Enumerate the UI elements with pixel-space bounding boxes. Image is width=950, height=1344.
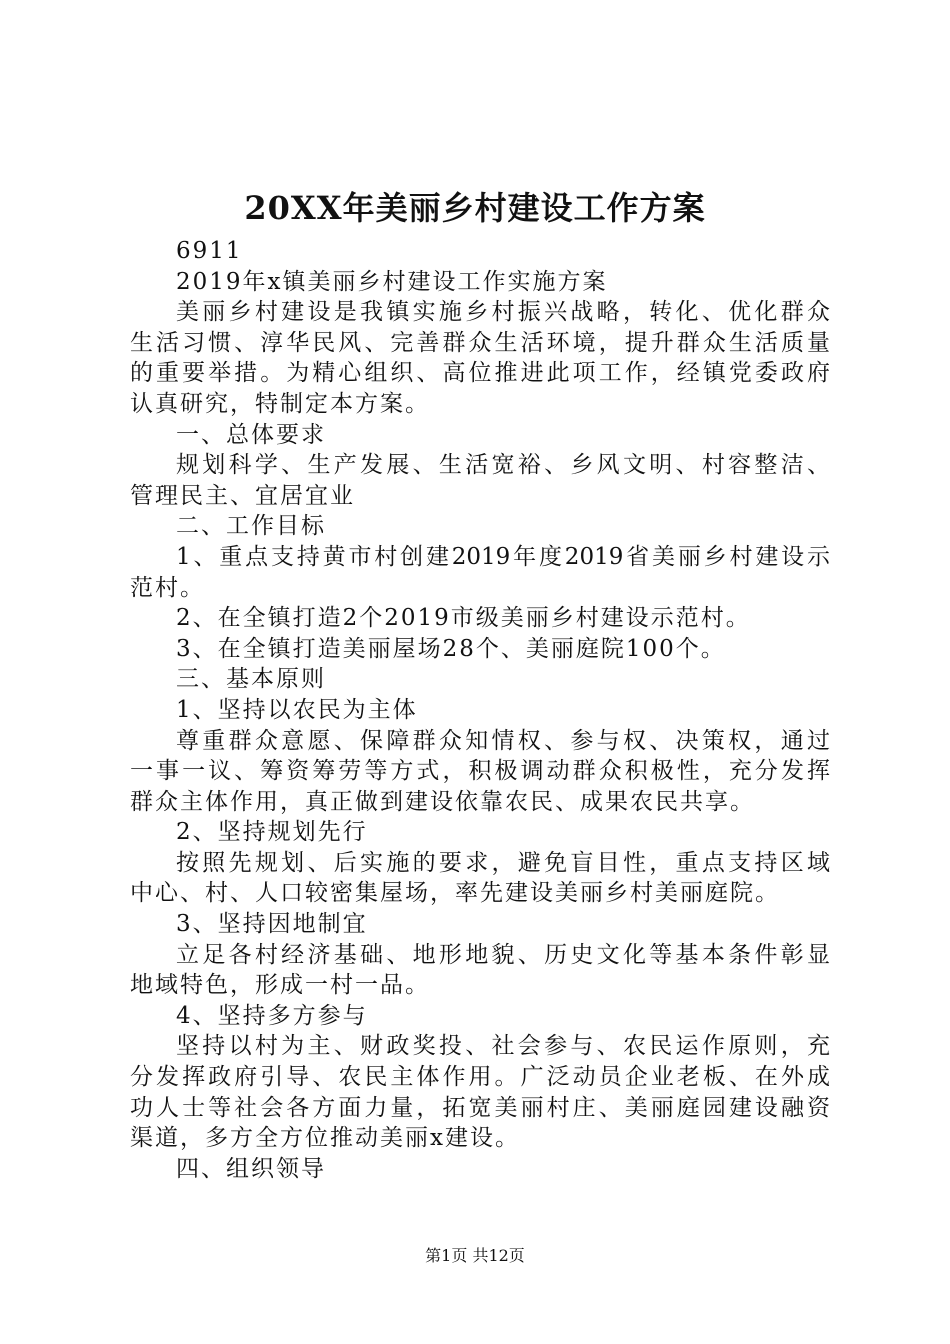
text-line: 坚持以村为主、财政奖投、社会参与、农民运作原则，充 bbox=[176, 1033, 830, 1060]
text-line: 管理民主、宜居宜业 bbox=[130, 482, 355, 509]
text-line: 尊重群众意愿、保障群众知情权、参与权、决策权，通过 bbox=[176, 727, 830, 754]
text-line: 按照先规划、后实施的要求，避免盲目性，重点支持区域 bbox=[176, 849, 830, 876]
text-line: 生活习惯、淳华民风、完善群众生活环境，提升群众生活质量 bbox=[130, 329, 830, 356]
section-heading: 三、基本原则 bbox=[176, 666, 326, 693]
document-body bbox=[130, 236, 830, 1184]
text-line: 美丽乡村建设是我镇实施乡村振兴战略，转化、优化群众 bbox=[176, 299, 830, 326]
section-heading: 一、总体要求 bbox=[176, 421, 326, 448]
subsection-heading: 4、坚持多方参与 bbox=[176, 1002, 368, 1029]
text-line: 的重要举措。为精心组织、高位推进此项工作，经镇党委政府 bbox=[130, 360, 830, 387]
section-heading: 二、工作目标 bbox=[176, 513, 326, 540]
page-number-footer: 第1页 共12页 bbox=[425, 1246, 525, 1265]
text-line: 中心、村、人口较密集屋场，率先建设美丽乡村美丽庭院。 bbox=[130, 880, 780, 907]
text-line: 1、重点支持黄市村创建2019年度2019省美丽乡村建设示 bbox=[176, 543, 830, 570]
text-line: 功人士等社会各方面力量，拓宽美丽村庄、美丽庭园建设融资 bbox=[130, 1094, 830, 1121]
text-line: 群众主体作用，真正做到建设依靠农民、成果农民共享。 bbox=[130, 788, 755, 815]
text-line: 6911 bbox=[176, 238, 243, 264]
document-title: 20XX年美丽乡村建设工作方案 bbox=[244, 189, 706, 227]
text-line: 3、在全镇打造美丽屋场28个、美丽庭院100个。 bbox=[176, 635, 726, 662]
subsection-heading: 1、坚持以农民为主体 bbox=[176, 696, 418, 723]
text-line: 2、在全镇打造2个2019市级美丽乡村建设示范村。 bbox=[176, 605, 751, 632]
text-line: 范村。 bbox=[130, 574, 205, 601]
section-heading: 四、组织领导 bbox=[176, 1155, 326, 1182]
text-line: 2019年x镇美丽乡村建设工作实施方案 bbox=[176, 268, 608, 295]
text-line: 立足各村经济基础、地形地貌、历史文化等基本条件彰显 bbox=[176, 941, 830, 968]
text-line: 渠道，多方全方位推动美丽x建设。 bbox=[130, 1125, 520, 1152]
text-line: 规划科学、生产发展、生活宽裕、乡风文明、村容整洁、 bbox=[176, 452, 830, 479]
text-line: 一事一议、筹资筹劳等方式，积极调动群众积极性，充分发挥 bbox=[130, 758, 830, 785]
subsection-heading: 2、坚持规划先行 bbox=[176, 819, 368, 846]
subsection-heading: 3、坚持因地制宜 bbox=[176, 911, 368, 938]
text-line: 认真研究，特制定本方案。 bbox=[130, 390, 430, 417]
text-line: 地域特色，形成一村一品。 bbox=[130, 972, 430, 999]
text-line: 分发挥政府引导、农民主体作用。广泛动员企业老板、在外成 bbox=[130, 1064, 830, 1091]
